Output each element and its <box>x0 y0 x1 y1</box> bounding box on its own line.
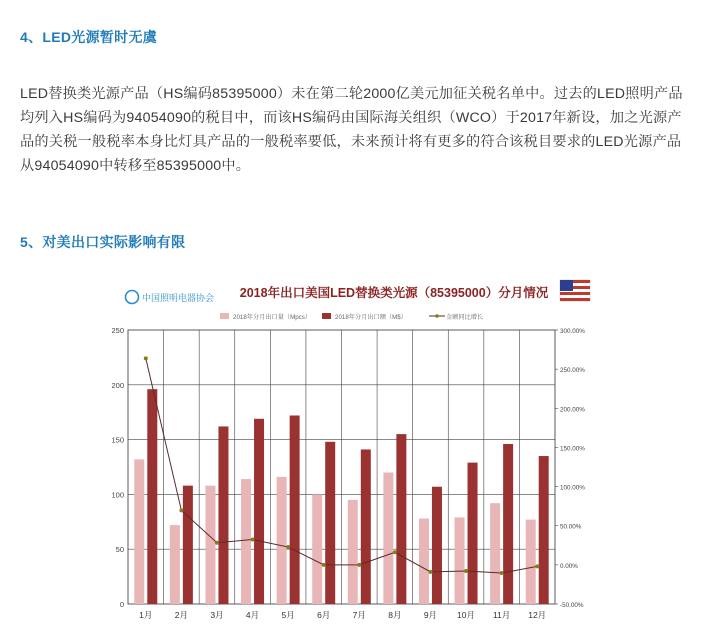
y2-tick-label: 150.00% <box>560 445 585 453</box>
bar-export-qty <box>455 517 465 604</box>
us-flag-icon <box>560 280 590 301</box>
y-tick-label: 50 <box>115 545 124 555</box>
x-tick-label: 10月 <box>457 610 476 620</box>
bar-export-value <box>539 456 549 604</box>
legend-swatch <box>220 313 229 319</box>
growth-point <box>322 563 326 567</box>
growth-point <box>179 508 183 512</box>
bar-export-value <box>183 486 193 604</box>
growth-point <box>500 571 504 575</box>
bar-export-value <box>254 419 264 604</box>
chart-figure <box>100 268 605 638</box>
logo-icon <box>126 291 139 304</box>
bar-export-value <box>218 426 228 604</box>
legend-label: 2018年分月出口额（M$） <box>335 314 407 321</box>
bar-export-value <box>432 487 442 604</box>
growth-point <box>535 564 539 568</box>
y2-tick-label: 0.00% <box>560 562 578 570</box>
legend-label: 金额同比增长 <box>446 314 484 321</box>
y-tick-label: 150 <box>111 435 124 445</box>
export-chart-svg <box>100 268 605 638</box>
growth-point <box>428 570 432 574</box>
x-tick-label: 11月 <box>492 610 511 620</box>
bar-export-qty <box>277 477 287 604</box>
bar-export-value <box>361 449 371 604</box>
association-logo <box>126 291 215 304</box>
chart-title: 2018年出口美国LED替换类光源（85395000）分月情况 <box>239 286 549 300</box>
y2-tick-label: 250.00% <box>560 367 585 375</box>
y-tick-label: 250 <box>111 326 124 335</box>
section-5-heading: 5、对美出口实际影响有限 <box>20 234 186 250</box>
bar-export-qty <box>383 472 393 604</box>
legend-swatch-marker <box>435 314 439 318</box>
legend-swatch <box>322 313 331 319</box>
bar-export-value <box>325 442 335 604</box>
bar-export-qty <box>170 525 180 604</box>
x-tick-label: 5月 <box>281 610 295 620</box>
x-tick-label: 3月 <box>210 610 224 620</box>
bar-export-value <box>468 463 478 604</box>
x-tick-label: 12月 <box>528 610 547 620</box>
y2-tick-label: -50.00% <box>560 602 584 609</box>
growth-point <box>286 545 290 549</box>
growth-point <box>251 538 255 542</box>
bar-export-value <box>147 389 157 604</box>
y2-tick-label: 200.00% <box>560 406 585 414</box>
body-paragraph: LED替换类光源产品（HS编码85395000）未在第二轮2000亿美元加征关税名单中。过去的LED照明产品均列入HS编码为94054090的税目中，而该HS编码由国际海关组织（WCO）于2017年新设，加之光源产品的关税一般税率本身比灯具产品的一般税率要低，未来预计将有更多的符合该税目要求的LED光源产品从94054090中转移至85395000中。 <box>20 86 683 174</box>
y2-tick-label: 50.00% <box>560 523 582 531</box>
x-tick-label: 8月 <box>388 610 402 620</box>
bar-export-qty <box>348 500 358 604</box>
x-tick-label: 6月 <box>317 610 331 620</box>
y-tick-label: 100 <box>111 490 124 500</box>
bar-export-qty <box>312 494 322 604</box>
legend-label: 2018年分月出口量（Mpcs） <box>233 314 312 321</box>
logo-text: 中国照明电器协会 <box>142 293 215 303</box>
growth-point <box>357 563 361 567</box>
x-tick-label: 4月 <box>245 610 260 620</box>
bar-export-value <box>503 444 513 604</box>
growth-point <box>393 550 397 554</box>
y2-tick-label: 300.00% <box>560 328 585 335</box>
y-tick-label: 0 <box>119 600 124 609</box>
bar-export-qty <box>490 503 500 604</box>
bar-export-value <box>290 415 300 604</box>
x-tick-label: 9月 <box>423 610 438 620</box>
growth-point <box>464 569 468 573</box>
bar-export-qty <box>205 486 215 604</box>
growth-point <box>215 541 219 545</box>
bar-export-qty <box>526 520 536 604</box>
bar-export-qty <box>241 479 251 604</box>
growth-point <box>144 356 148 360</box>
section-4-heading: 4、LED光源暂时无虞 <box>20 29 158 45</box>
x-tick-label: 7月 <box>352 610 366 620</box>
bar-export-qty <box>134 459 144 604</box>
x-tick-label: 1月 <box>139 610 153 620</box>
bar-export-value <box>396 434 406 604</box>
bar-export-qty <box>419 519 429 604</box>
y-tick-label: 200 <box>111 380 124 390</box>
chart-legend <box>220 313 483 321</box>
chart-x-labels <box>139 610 546 620</box>
y2-tick-label: 100.00% <box>560 484 585 492</box>
x-tick-label: 2月 <box>174 610 188 620</box>
